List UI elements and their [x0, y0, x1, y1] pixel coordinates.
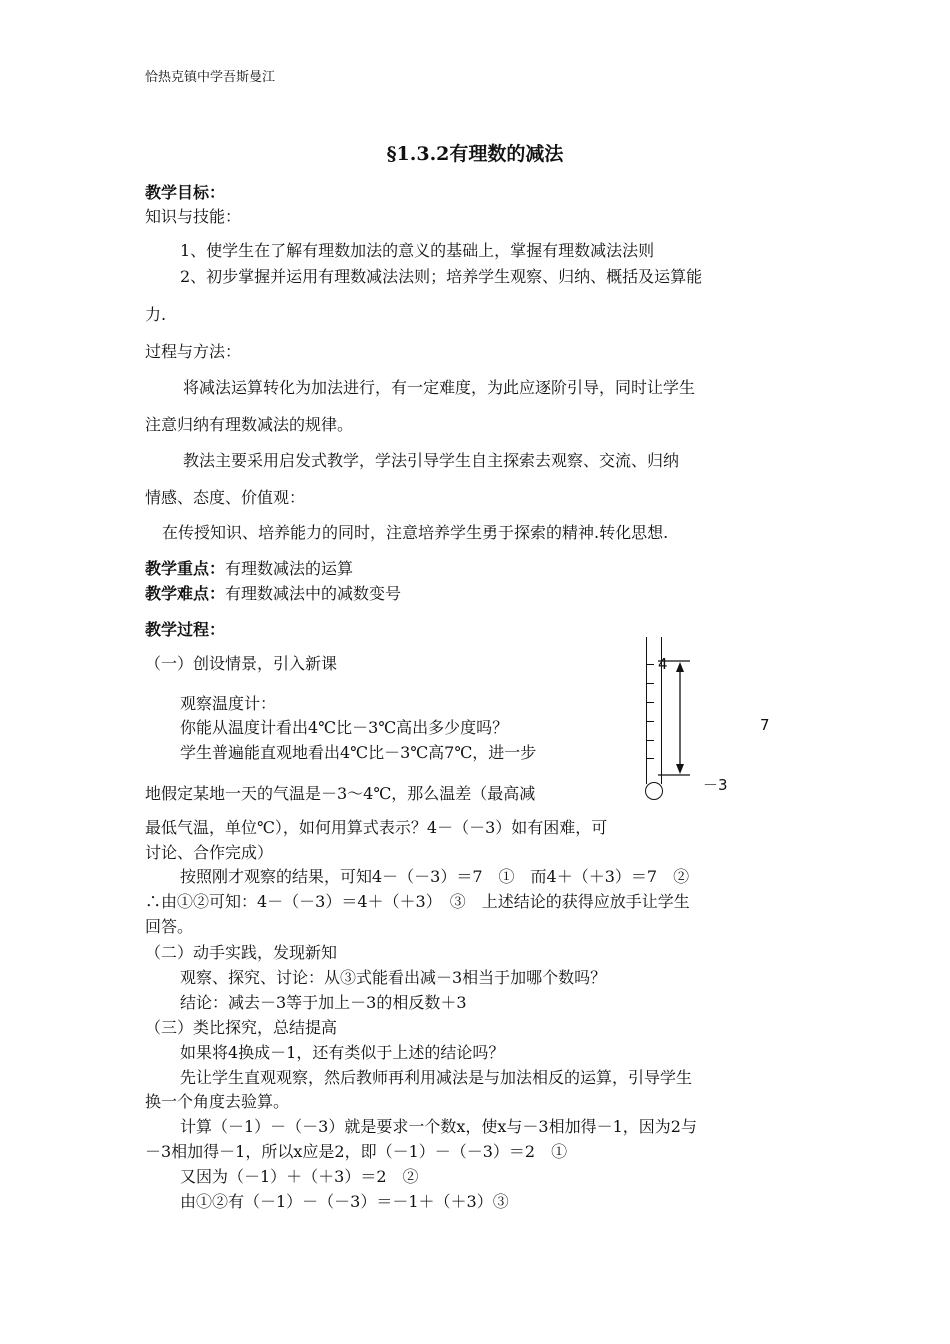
key-point-label: 教学重点：: [145, 559, 226, 578]
temperature-difference-arrow: [655, 655, 700, 780]
thermometer-tick: [646, 683, 654, 684]
thermometer-difference-label: 7: [760, 716, 770, 734]
section-1-line-3: 学生普遍能直观地看出4℃比－3℃高7℃，进一步: [180, 743, 537, 762]
emotion-heading: 情感、态度、价值观：: [145, 488, 306, 507]
section-2-line-2: 结论：减去－3等于加上－3的相反数＋3: [180, 993, 467, 1012]
section-3-line-3: 换一个角度去验算。: [145, 1092, 290, 1111]
page-header: 恰热克镇中学吾斯曼江: [145, 70, 276, 85]
section-1-line-4: 地假定某地一天的气温是－3～4℃，那么温差（最高减: [145, 784, 536, 803]
difficulty: [145, 581, 401, 604]
thermometer-bulb: [645, 782, 663, 800]
objective-item-2-line2: 力.: [145, 305, 167, 324]
section-3-line-5: －3相加得－1，所以x应是2，即（－1）－（－3）＝2 ①: [145, 1142, 568, 1161]
section-3-line-2: 先让学生直观观察，然后教师再利用减法是与加法相反的运算，引导学生: [180, 1068, 693, 1087]
process-method-line1: 将减法运算转化为加法进行，有一定难度，为此应逐阶引导，同时让学生: [183, 378, 696, 397]
teaching-method-line: 教法主要采用启发式教学，学法引导学生自主探索去观察、交流、归纳: [183, 451, 680, 470]
thermometer-tick: [646, 740, 654, 741]
section-2-line-1: 观察、探究、讨论：从③式能看出减－3相当于加哪个数吗？: [180, 968, 607, 987]
objective-item-1: 1、使学生在了解有理数加法的意义的基础上，掌握有理数减法法则: [180, 241, 655, 260]
knowledge-heading: 知识与技能：: [145, 207, 242, 226]
objective-item-2-line1: 2、初步掌握并运用有理数减法法则；培养学生观察、归纳、概括及运算能: [180, 267, 703, 286]
thermometer-tick: [646, 758, 654, 759]
difficulty-text: 有理数减法中的减数变号: [225, 584, 402, 603]
key-point: [145, 556, 353, 579]
page-title: §1.3.2有理数的减法: [386, 143, 564, 165]
section-1-line-8: ∴由①②可知：4－（－3）＝4＋（＋3） ③ 上述结论的获得应放手让学生: [145, 892, 690, 911]
section-1-line-5: 最低气温，单位℃），如何用算式表示？4－（－3）如有困难，可: [145, 818, 608, 837]
thermometer-bottom-label: －3: [703, 776, 728, 794]
process-heading: 教学过程：: [145, 620, 226, 639]
section-1-line-9: 回答。: [145, 917, 194, 936]
thermometer-top-label: 4: [658, 655, 668, 673]
difficulty-label: 教学难点：: [145, 584, 226, 603]
emotion-line: 在传授知识、培养能力的同时，注意培养学生勇于探索的精神.转化思想.: [162, 523, 669, 542]
thermometer-tick: [646, 721, 654, 722]
section-3-line-1: 如果将4换成－1，还有类似于上述的结论吗？: [180, 1043, 505, 1062]
section-2-title: （二）动手实践，发现新知: [145, 943, 338, 962]
section-1-line-2: 你能从温度计看出4℃比－3℃高出多少度吗？: [180, 718, 509, 737]
section-1-title: （一）创设情景，引入新课: [145, 654, 338, 673]
section-1-line-7: 按照刚才观察的结果，可知4－（－3）＝7 ① 而4＋（＋3）＝7 ②: [180, 867, 690, 886]
section-1-line-6: 讨论、合作完成）: [145, 843, 274, 862]
section-3-title: （三）类比探究，总结提高: [145, 1018, 338, 1037]
section-3-line-7: 由①②有（－1）－（－3）＝－1＋（＋3）③: [180, 1192, 509, 1211]
thermometer-tick: [646, 702, 654, 703]
thermometer-tick: [646, 664, 654, 665]
objectives-heading: 教学目标：: [145, 183, 226, 202]
section-3-line-4: 计算（－1）－（－3）就是要求一个数x，使x与－3相加得－1，因为2与: [180, 1117, 697, 1136]
process-method-heading: 过程与方法：: [145, 342, 242, 361]
section-3-line-6: 又因为（－1）＋（＋3）＝2 ②: [180, 1167, 419, 1186]
section-1-line-1: 观察温度计：: [180, 694, 277, 713]
process-method-line2: 注意归纳有理数减法的规律。: [145, 415, 354, 434]
key-point-text: 有理数减法的运算: [225, 559, 354, 578]
